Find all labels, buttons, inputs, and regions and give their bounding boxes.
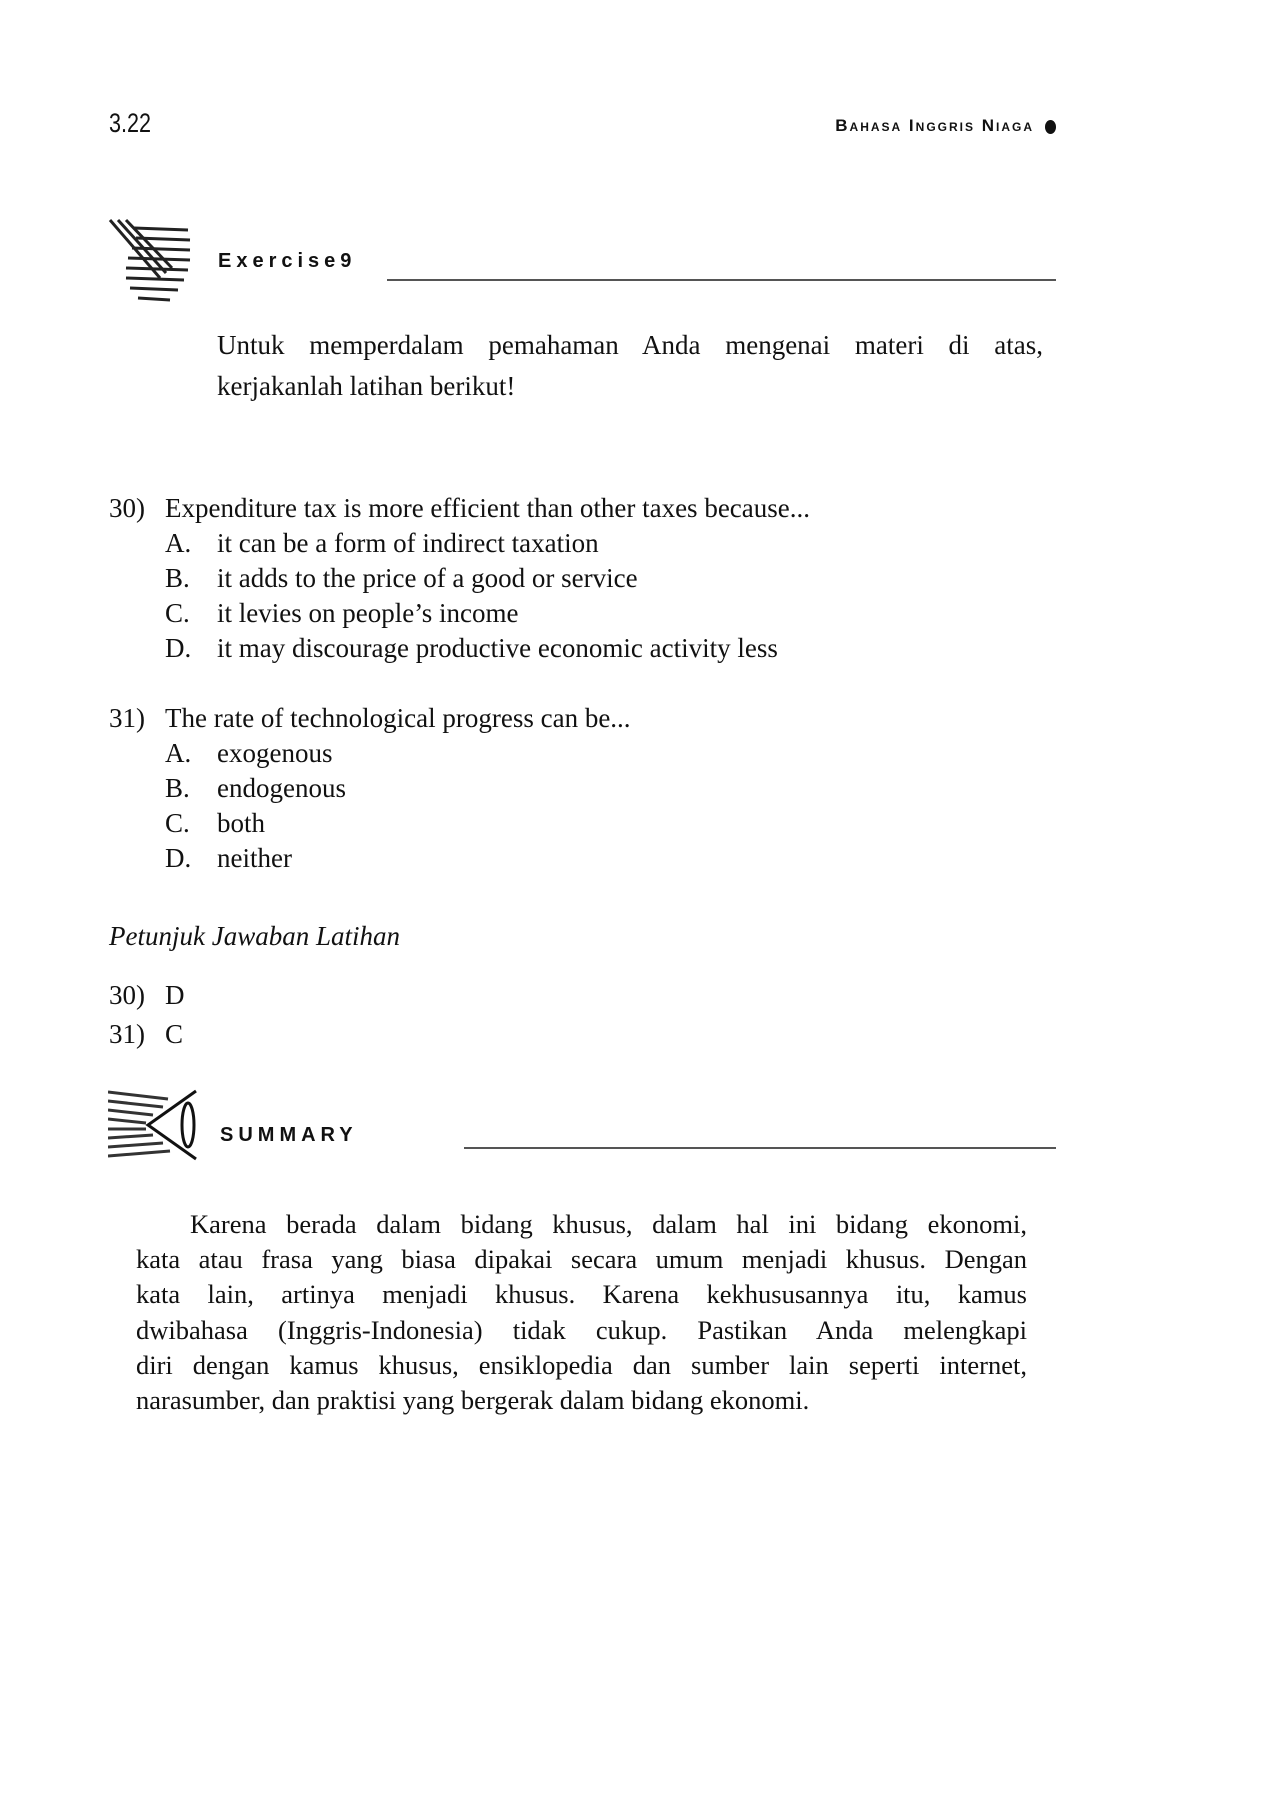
option-letter: B. (165, 773, 190, 803)
answer-number: 30) (109, 980, 145, 1010)
option-letter: D. (165, 843, 192, 873)
intro-line: Untuk memperdalam pemahaman Anda mengenai materi di atas, (217, 330, 1043, 360)
option-text: neither (217, 843, 292, 873)
option-text: it adds to the price of a good or service (217, 563, 638, 593)
question-number: 30) (109, 493, 145, 523)
option-text: exogenous (217, 738, 333, 768)
answer-value: C (165, 1019, 184, 1049)
intro-line: kerjakanlah latihan berikut! (217, 371, 516, 401)
option-text: both (217, 808, 266, 838)
running-title: Bahasa Inggris Niaga (835, 116, 1034, 135)
summary-line: Karena berada dalam bidang khusus, dalam hal ini bidang ekonomi, (190, 1209, 1027, 1239)
summary-paragraph (136, 1207, 1027, 1418)
summary-line: narasumber, dan praktisi yang bergerak dalam bidang ekonomi. (136, 1385, 810, 1416)
summary-line: kata atau frasa yang biasa dipakai secara umum menjadi khusus. Dengan (136, 1244, 1027, 1275)
answer-value: D (165, 980, 185, 1010)
option-text: endogenous (217, 773, 346, 803)
option-letter: A. (165, 528, 192, 558)
option-letter: C. (165, 598, 190, 628)
summary-line: dwibahasa (Inggris-Indonesia) tidak cukup. Pastikan Anda melengkapi (136, 1314, 1027, 1345)
answers-title: Petunjuk Jawaban Latihan (109, 921, 400, 951)
question-number: 31) (109, 703, 145, 733)
option-letter: D. (165, 633, 192, 663)
question-text: Expenditure tax is more efficient than other taxes because... (165, 493, 811, 523)
summary-line: kata lain, artinya menjadi khusus. Karena kekhususannya itu, kamus (136, 1279, 1027, 1310)
exercise-title: Exercise9 (218, 250, 357, 272)
summary-eye-icon (108, 1089, 200, 1161)
option-text: it levies on people’s income (217, 598, 519, 628)
option-letter: B. (165, 563, 190, 593)
summary-line: diri dengan kamus khusus, ensiklopedia dan sumber lain seperti internet, (136, 1349, 1027, 1380)
page-number: 3.22 (109, 108, 152, 138)
option-text: it can be a form of indirect taxation (217, 528, 599, 558)
exercise-rule (387, 279, 1056, 281)
answer-number: 31) (109, 1019, 145, 1049)
option-letter: A. (165, 738, 192, 768)
option-letter: C. (165, 808, 190, 838)
summary-rule (464, 1147, 1056, 1149)
option-text: it may discourage productive economic activity less (217, 633, 778, 663)
summary-title: SUMMARY (220, 1124, 358, 1146)
bullet-icon (1045, 120, 1056, 134)
question-text: The rate of technological progress can be... (165, 703, 631, 733)
exercise-icon (108, 218, 198, 308)
